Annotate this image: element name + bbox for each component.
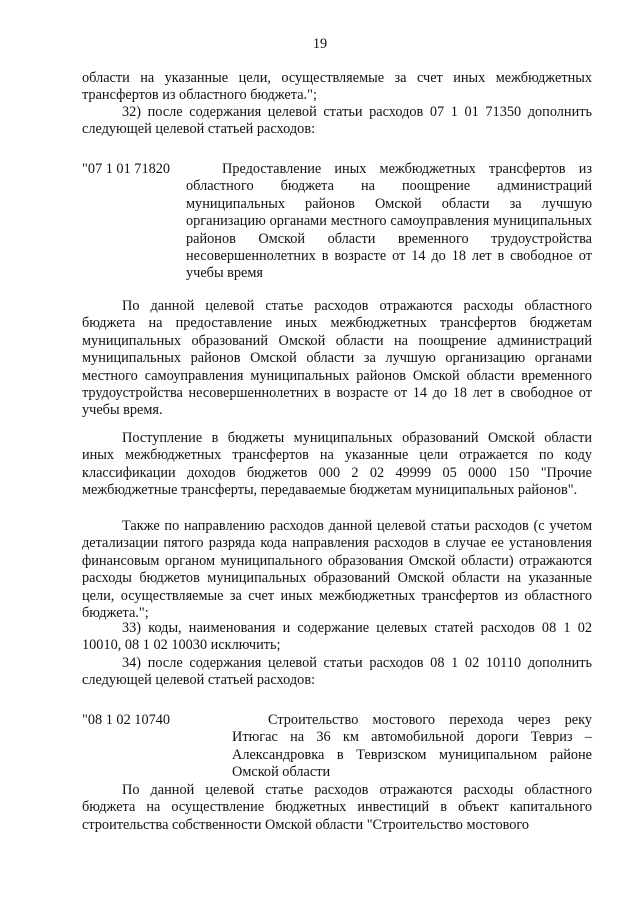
paragraph-3-text: Поступление в бюджеты муниципальных образований Омской области иных межбюджетных трансфертов на указанные цели отражается по коду классификации доходов бюджетов 000 2 02 49999 05 0000 150 "Прочие межбюджетные трансферты, передаваемые бюджетам муниципальных районов".	[82, 430, 592, 499]
intro-paragraph	[82, 70, 592, 105]
entry-1-description-text: Предоставление иных межбюджетных трансфертов из областного бюджета на поощрение администраций муниципальных районов Омской области за лучшую организацию органами местного самоуправления муниципальных районов Омской области временного трудоустройства несовершеннолетних в возрасте от 14 до 18 лет в свободное от учебы время	[186, 161, 592, 282]
entry-2-description-text: Строительство мостового перехода через реку Итюгас на 36 км автомобильной дороги Тевриз – Александровка в Тевризском муниципальном районе Омской области	[232, 712, 592, 781]
paragraph-3	[82, 430, 592, 500]
paragraph-4	[82, 518, 592, 622]
paragraph-5-text: По данной целевой статье расходов отражаются расходы областного бюджета на осуществление бюджетных инвестиций в объект капитального строительства собственности Омской области "Строительство мостового	[82, 782, 592, 833]
item-32	[82, 104, 592, 139]
entry-1-code: "07 1 01 71820	[82, 161, 171, 177]
entry-1-description	[186, 161, 592, 283]
paragraph-2-text: По данной целевой статье расходов отражаются расходы областного бюджета на предоставление иных межбюджетных трансфертов бюджетам муниципальных образований Омской области на поощрение администраций муниципальных районов Омской области за лучшую организацию органами местного самоуправления муниципальных районов Омской области временного трудоустройства несовершеннолетних в возрасте от 14 до 18 лет в свободное от учебы время.	[82, 298, 592, 419]
item-34-text: 34) после содержания целевой статьи расходов 08 1 02 10110 дополнить следующей целевой статьей расходов:	[82, 655, 592, 689]
paragraph-5	[82, 782, 592, 834]
item-34	[82, 655, 592, 690]
entry-2-description	[232, 712, 592, 782]
intro-text: области на указанные цели, осуществляемые за счет иных межбюджетных трансфертов из областного бюджета.";	[82, 70, 592, 104]
paragraph-2	[82, 298, 592, 420]
page-number: 19	[312, 36, 328, 52]
item-33-text: 33) коды, наименования и содержание целевых статей расходов 08 1 02 10010, 08 1 02 10030 исключить;	[82, 620, 592, 654]
item-32-text: 32) после содержания целевой статьи расходов 07 1 01 71350 дополнить следующей целевой статьей расходов:	[82, 104, 592, 138]
item-33	[82, 620, 592, 655]
paragraph-4-text: Также по направлению расходов данной целевой статьи расходов (с учетом детализации пятого разряда кода направления расходов в случае ее установления финансовым органом муниципального образования Омской области) отражаются расходы бюджетов муниципальных образований Омской области на указанные цели, осуществляемые за счет иных межбюджетных трансфертов из областного бюджета.";	[82, 518, 592, 622]
entry-2-code: "08 1 02 10740	[82, 712, 171, 728]
